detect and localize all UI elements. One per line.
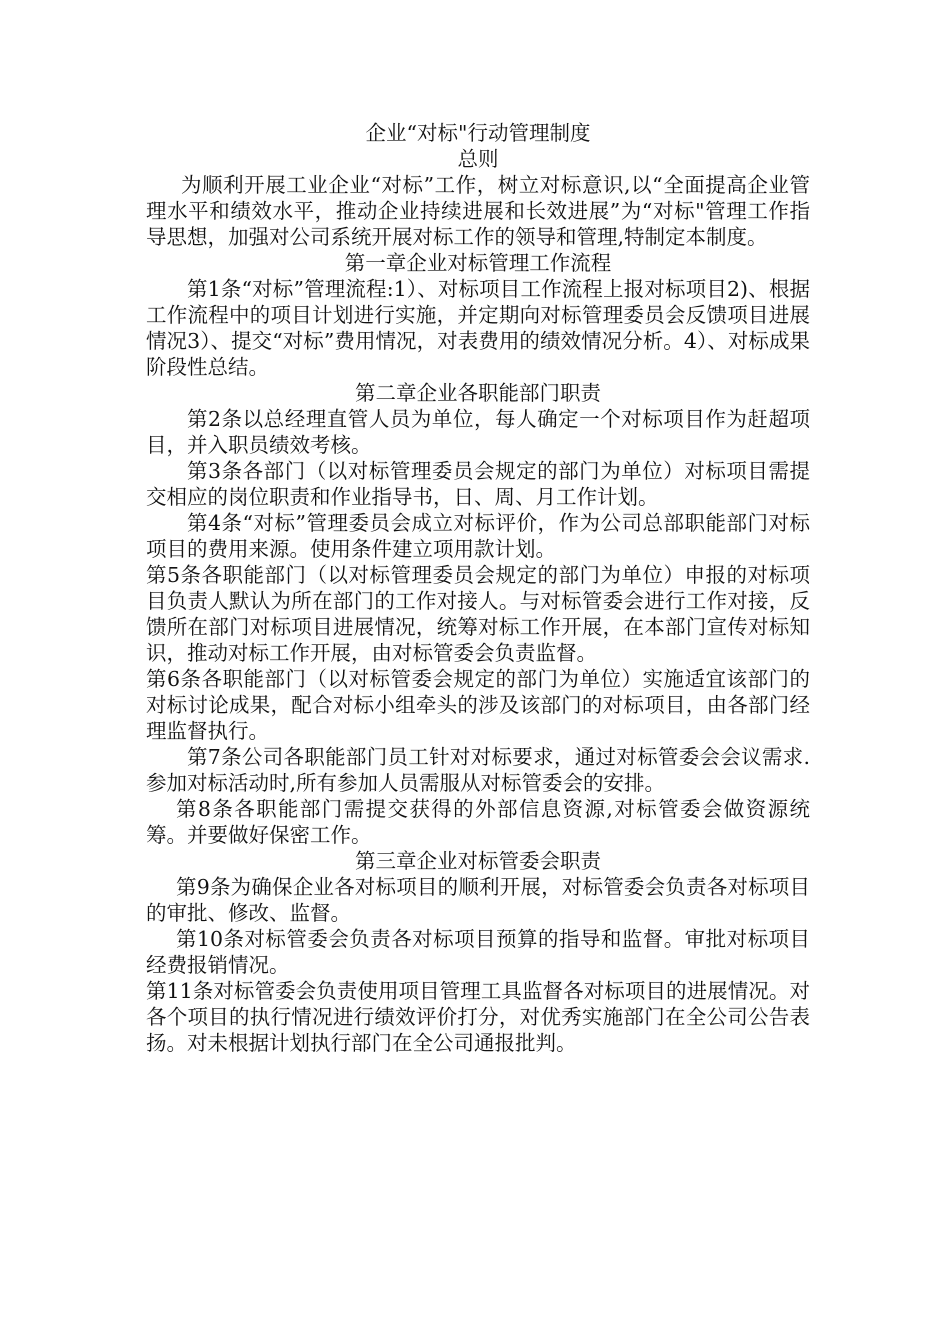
- article-7: 第7条公司各职能部门员工针对对标要求，通过对标管委会会议需求.参加对标活动时,所有参加人员需服从对标管委会的安排。: [146, 745, 810, 795]
- general-heading: 总则: [457, 147, 499, 171]
- article-9: 第9条为确保企业各对标项目的顺利开展，对标管委会负责各对标项目的审批、修改、监督。: [146, 875, 810, 925]
- article-2: 第2条以总经理直管人员为单位，每人确定一个对标项目作为赶超项目，并入职员绩效考核。: [146, 407, 810, 457]
- intro-paragraph: 为顺利开展工业企业“对标”工作，树立对标意识,以“全面提高企业管理水平和绩效水平，推动企业持续进展和长效进展”为“对标"管理工作指导思想，加强对公司系统开展对标工作的领导和管理,特制定本制度。: [146, 173, 810, 249]
- chapter1-heading: 第一章企业对标管理工作流程: [344, 251, 612, 275]
- chapter2-heading: 第二章企业各职能部门职责: [355, 381, 601, 405]
- article-10: 第10条对标管委会负责各对标项目预算的指导和监督。审批对标项目经费报销情况。: [146, 927, 810, 977]
- article-8: 第8条各职能部门需提交获得的外部信息资源,对标管委会做资源统筹。并要做好保密工作。: [146, 797, 810, 847]
- article-4: 第4条“对标”管理委员会成立对标评价，作为公司总部职能部门对标项目的费用来源。使用条件建立项用款计划。: [146, 511, 810, 561]
- document-page: [146, 120, 810, 1056]
- article-5: 第5条各职能部门（以对标管理委员会规定的部门为单位）申报的对标项目负责人默认为所在部门的工作对接人。与对标管委会进行工作对接，反馈所在部门对标项目进展情况，统筹对标工作开展，在本部门宣传对标知识，推动对标工作开展，由对标管委会负责监督。: [146, 563, 810, 665]
- article-11: 第11条对标管委会负责使用项目管理工具监督各对标项目的进展情况。对各个项目的执行情况进行绩效评价打分，对优秀实施部门在全公司公告表扬。对未根据计划执行部门在全公司通报批判。: [146, 979, 810, 1055]
- article-1: 第1条“对标”管理流程:1）、对标项目工作流程上报对标项目2)、根据工作流程中的项目计划进行实施，并定期向对标管理委员会反馈项目进展情况3）、提交“对标”费用情况，对表费用的绩效情况分析。4）、对标成果阶段性总结。: [146, 277, 810, 379]
- article-3: 第3条各部门（以对标管理委员会规定的部门为单位）对标项目需提交相应的岗位职责和作业指导书，日、周、月工作计划。: [146, 459, 810, 509]
- document-title: 企业“对标"行动管理制度: [365, 121, 591, 145]
- chapter3-heading: 第三章企业对标管委会职责: [355, 849, 601, 873]
- article-6: 第6条各职能部门（以对标管委会规定的部门为单位）实施适宜该部门的对标讨论成果，配合对标小组牵头的涉及该部门的对标项目，由各部门经理监督执行。: [146, 667, 810, 743]
